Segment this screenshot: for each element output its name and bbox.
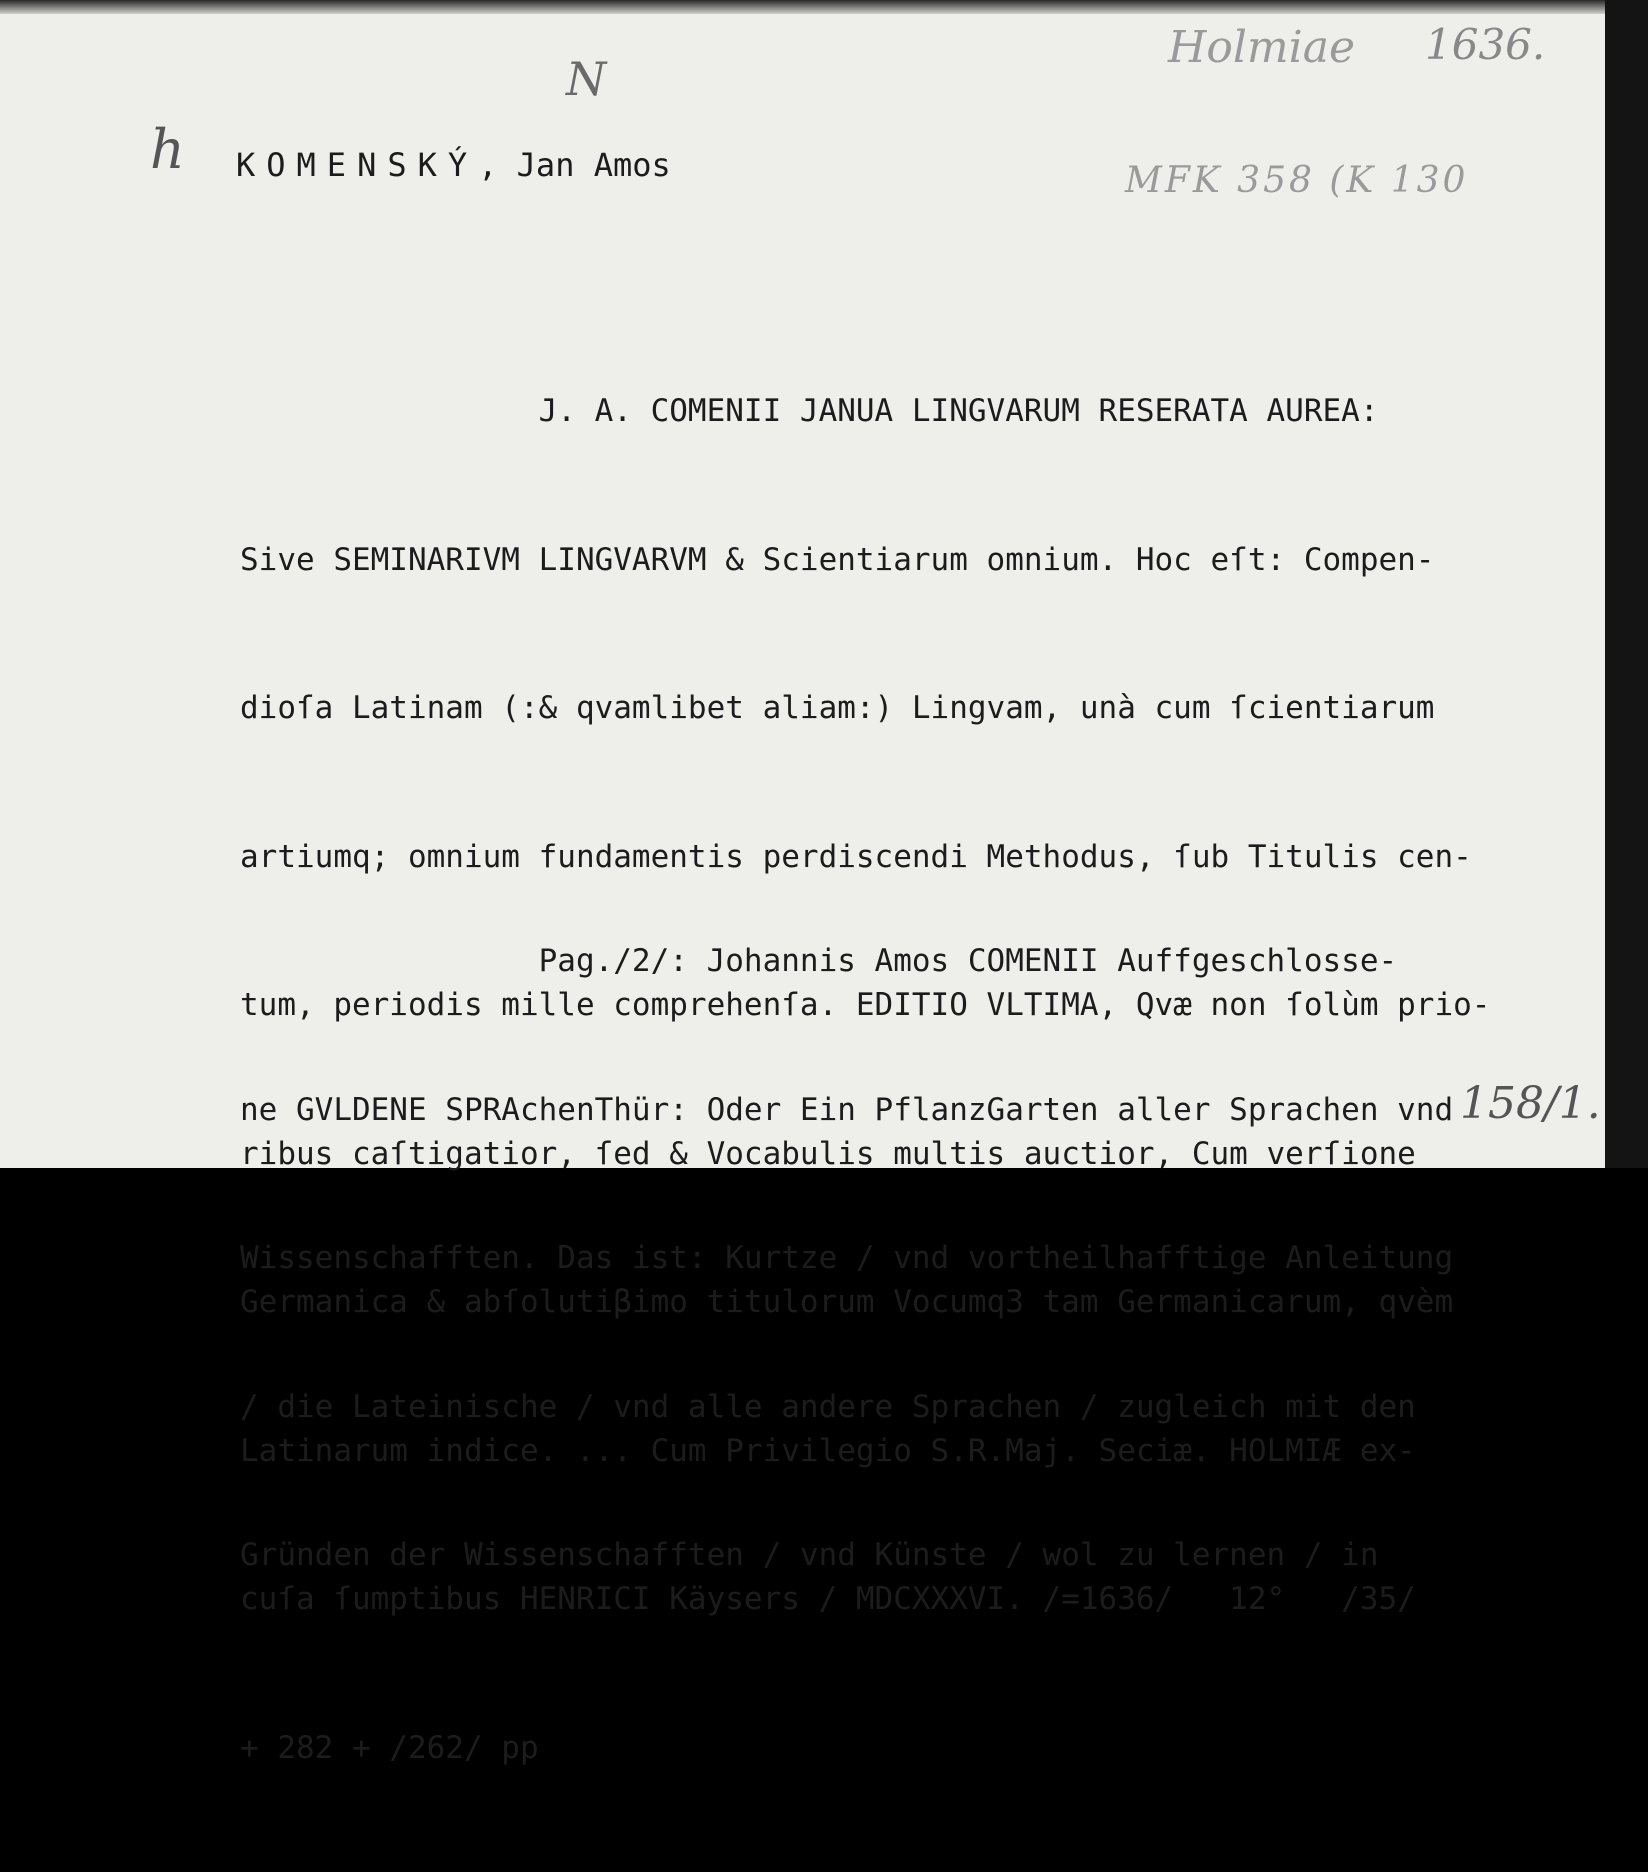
translation-line: Gründen der Wissenschafften / vnd Künste / wol zu lernen / in	[240, 1537, 1379, 1573]
translation-line: Pag./2/: Johannis Amos COMENII Auffgeschlosse-	[240, 943, 1398, 979]
author-separator: ,	[478, 146, 498, 184]
handwritten-year: 1636.	[1425, 20, 1546, 69]
handwritten-place: Holmiae	[1168, 22, 1355, 73]
description-line: + 282 + /262/ pp	[240, 1729, 539, 1766]
translation-line: / die Lateinische / vnd alle andere Sprachen / zugleich mit den	[240, 1388, 1416, 1425]
card-top-edge	[0, 0, 1605, 14]
handwritten-left-mark: h	[150, 118, 185, 181]
handwritten-shelfmark: MFK 358 (K 130	[1125, 160, 1469, 201]
author-heading	[236, 140, 671, 190]
description-line: tum, periodis mille comprehenſa. EDITIO VLTIMA, Qvæ non ſolùm prio-	[240, 987, 1491, 1023]
description-line: Germanica & abſolutiβimo titulorum Vocumq3 tam Germanicarum, qvèm	[240, 1284, 1454, 1320]
description-line: ribus caſtigatior, ſed & Vocabulis multis auctior, Cum verſione	[240, 1135, 1416, 1172]
translation-line: Wissenschafften. Das ist: Kurtze / vnd vortheilhafftige Anleitung	[240, 1240, 1454, 1276]
film-border	[1605, 0, 1648, 1168]
description-line: J. A. COMENII JANUA LINGVARUM RESERATA AUREA:	[240, 393, 1379, 429]
description-line: cuſa ſumptibus HENRICI Käysers / MDCXXXVI. /=1636/ 12° /35/	[240, 1581, 1416, 1617]
handwritten-page-number: 158/1.	[1460, 1078, 1601, 1129]
description-line: Sive SEMINARIVM LINGVARVM & Scientiarum omnium. Hoc eſt: Compen-	[240, 541, 1435, 578]
handwritten-top-mark: N	[566, 52, 607, 106]
german-title-description	[240, 838, 1453, 1680]
author-surname: KOMENSKÝ	[236, 146, 479, 184]
author-given-names: Jan Amos	[516, 146, 671, 184]
translation-line: ne GVLDENE SPRAchenThür: Oder Ein PflanzGarten aller Sprachen vnd	[240, 1091, 1454, 1128]
description-line: dioſa Latinam (:& qvamlibet aliam:) Lingvam, unà cum ſcientiarum	[240, 690, 1435, 726]
description-line: Latinarum indice. ... Cum Privilegio S.R.Maj. Seciæ. HOLMIÆ ex-	[240, 1432, 1416, 1469]
description-line: artiumq; omnium fundamentis perdiscendi Methodus, ſub Titulis cen-	[240, 838, 1472, 875]
